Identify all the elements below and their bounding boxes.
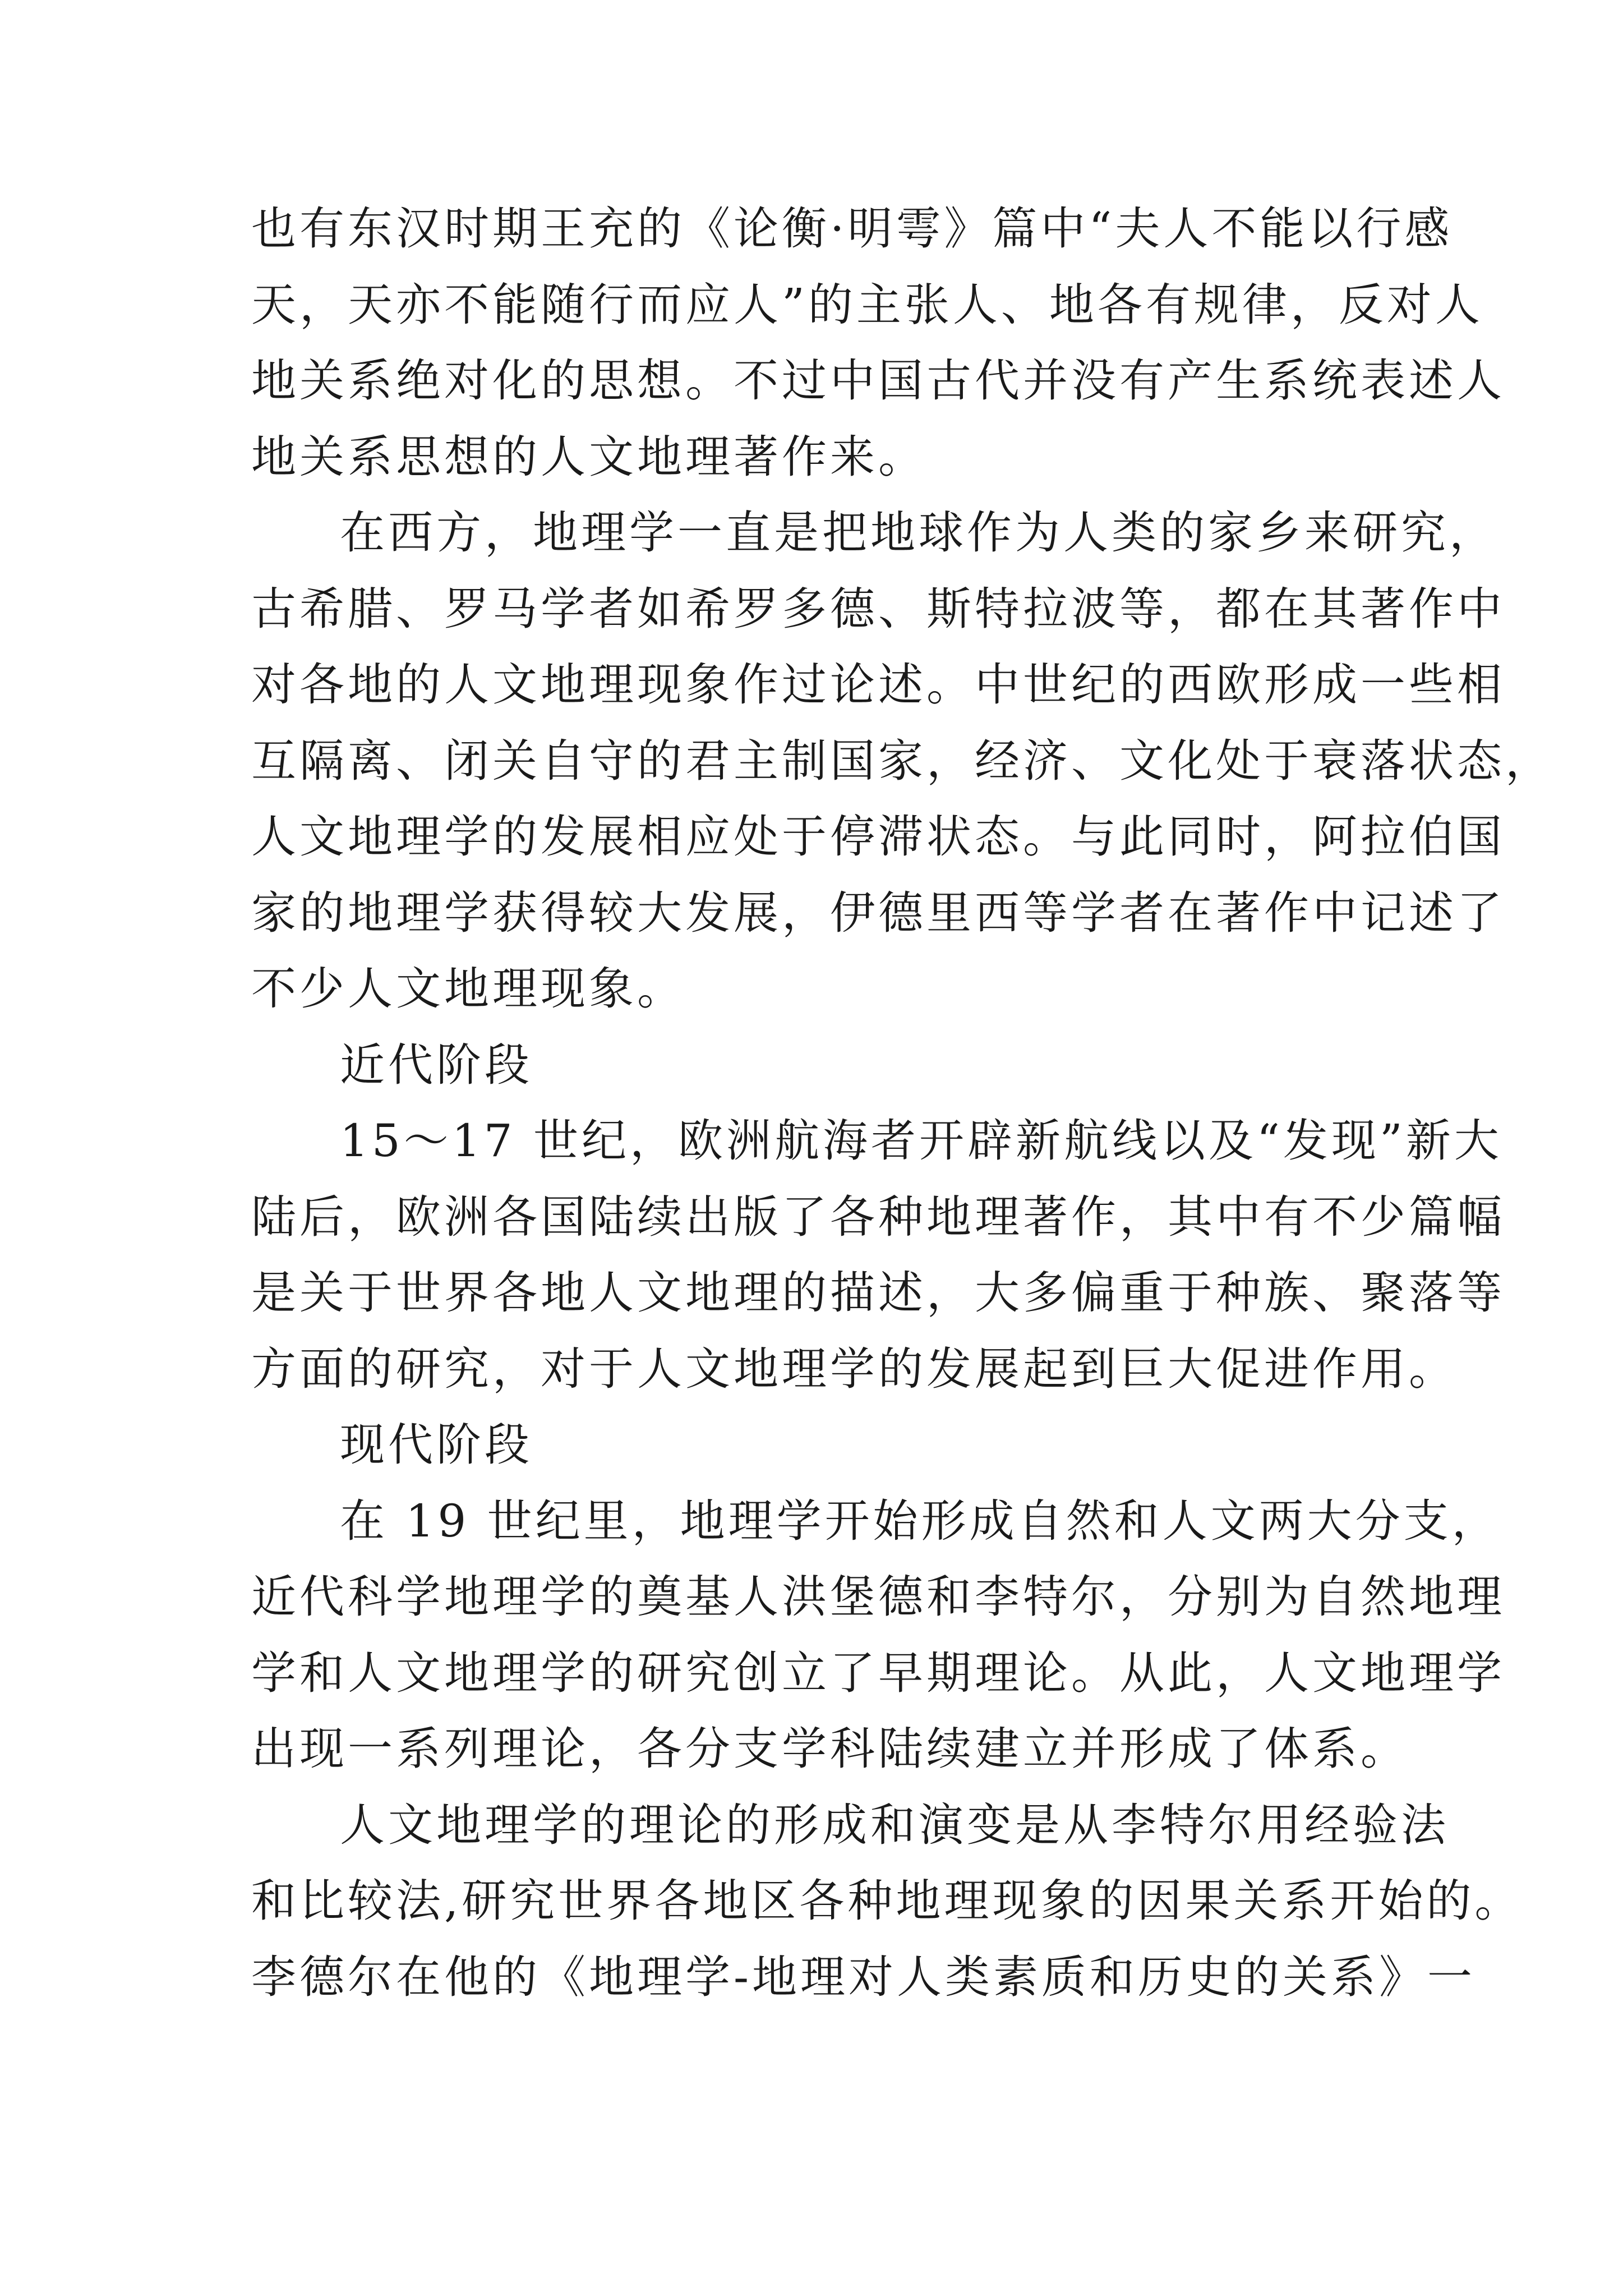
text-line: 地关系绝对化的思想。不过中国古代并没有产生系统表述人 <box>251 355 1505 407</box>
text-line: 对各地的人文地理现象作过论述。中世纪的西欧形成一些相 <box>251 659 1505 711</box>
text-line: 李德尔在他的《地理学-地理对人类素质和历史的关系》一 <box>251 1950 1476 2003</box>
text-line: 古希腊、罗马学者如希罗多德、斯特拉波等，都在其著作中 <box>251 582 1505 635</box>
text-line: 家的地理学获得较大发展，伊德里西等学者在著作中记述了 <box>251 886 1505 939</box>
text-line: 在西方，地理学一直是把地球作为人类的家乡来研究， <box>340 507 1497 559</box>
section-heading: 近代阶段 <box>340 1038 533 1091</box>
text-line: 人文地理学的理论的形成和演变是从李特尔用经验法 <box>340 1798 1449 1851</box>
text-line: 方面的研究，对于人文地理学的发展起到巨大促进作用。 <box>251 1342 1457 1395</box>
section-heading: 现代阶段 <box>340 1419 533 1471</box>
text-line: 人文地理学的发展相应处于停滞状态。与此同时，阿拉伯国 <box>251 811 1505 863</box>
text-line: 15～17 世纪，欧洲航海者开辟新航线以及“发现”新大 <box>340 1115 1502 1167</box>
text-line: 学和人文地理学的研究创立了早期理论。从此，人文地理学 <box>251 1646 1505 1699</box>
text-line: 地关系思想的人文地理著作来。 <box>251 430 926 483</box>
body-text <box>251 191 1553 2015</box>
text-line: 出现一系列理论，各分支学科陆续建立并形成了体系。 <box>251 1723 1409 1775</box>
text-line: 陆后，欧洲各国陆续出版了各种地理著作，其中有不少篇幅 <box>251 1190 1505 1243</box>
text-line: 互隔离、闭关自守的君主制国家，经济、文化处于衰落状态， <box>251 734 1553 787</box>
text-line: 和比较法,研究世界各地区各种地理现象的因果关系开始的。 <box>251 1875 1523 1927</box>
text-line: 也有东汉时期王充的《论衡·明雩》篇中“夫人不能以行感 <box>251 203 1453 255</box>
text-line: 天，天亦不能随行而应人”的主张人、地各有规律，反对人 <box>251 278 1483 331</box>
text-line: 近代科学地理学的奠基人洪堡德和李特尔，分别为自然地理 <box>251 1571 1505 1623</box>
text-line: 不少人文地理现象。 <box>251 963 685 1015</box>
text-line: 在 19 世纪里，地理学开始形成自然和人文两大分支， <box>340 1494 1500 1547</box>
text-line: 是关于世界各地人文地理的描述，大多偏重于种族、聚落等 <box>251 1267 1505 1319</box>
